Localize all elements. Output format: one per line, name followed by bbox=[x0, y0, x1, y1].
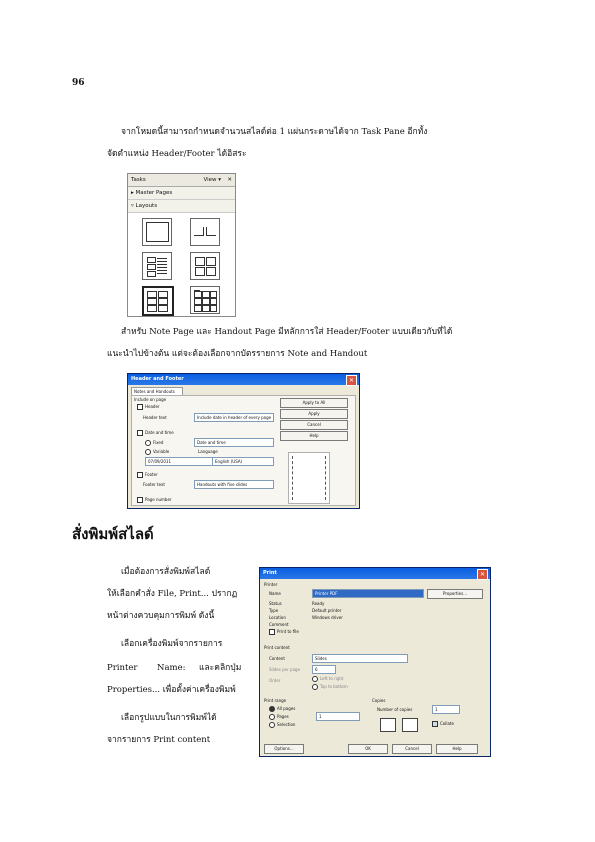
layouts-section[interactable] bbox=[128, 200, 235, 213]
variable-radio[interactable] bbox=[145, 449, 169, 455]
ok-button[interactable]: OK bbox=[348, 744, 388, 754]
print-p3-line-1: เลือกรูปแบบในการพิมพ์ได้ bbox=[121, 713, 217, 723]
order-label: Order bbox=[269, 678, 281, 683]
order-h-label: Left to right bbox=[320, 676, 344, 681]
copies-input[interactable]: 1 bbox=[432, 705, 460, 714]
page-number-check-label: Page number bbox=[145, 497, 172, 502]
tasks-pane bbox=[127, 173, 236, 317]
layout-handout-6-selected[interactable] bbox=[142, 286, 174, 316]
paragraph-1-line-1: จากโหมดนี้สามารถกำหนดจำนวนสไลด์ต่อ 1 แผ่นกระดาษได้จาก Task Pane อีกทั้ง bbox=[121, 127, 428, 137]
checkbox-icon bbox=[269, 629, 275, 635]
checkbox-icon bbox=[137, 497, 143, 503]
tab-notes-handouts[interactable]: Notes and Handouts bbox=[131, 387, 183, 395]
layout-title-slide[interactable] bbox=[142, 218, 172, 246]
slides-per-page-label: Slides per page bbox=[269, 667, 301, 672]
layout-handout-3[interactable] bbox=[142, 252, 172, 280]
order-v-label: Top to bottom bbox=[320, 684, 348, 689]
fixed-label: Fixed bbox=[153, 440, 164, 445]
date-format-select[interactable]: 07/09/2011 bbox=[145, 457, 213, 466]
close-icon[interactable]: ✕ bbox=[227, 177, 232, 183]
print-p2-line-1: เลือกเครื่องพิมพ์จากรายการ bbox=[121, 639, 223, 649]
selection-label: Selection bbox=[277, 722, 296, 727]
footer-text-label: Footer text bbox=[143, 482, 165, 487]
help-button[interactable]: Help bbox=[280, 431, 348, 441]
radio-icon bbox=[312, 676, 318, 682]
footer-text-input[interactable]: Handouts with five slides bbox=[194, 480, 274, 489]
layout-handout-4[interactable] bbox=[190, 252, 220, 280]
variable-label: Variable bbox=[153, 449, 170, 454]
radio-icon bbox=[145, 449, 151, 455]
datetime-checkbox[interactable] bbox=[137, 430, 174, 436]
footer-check-label: Footer bbox=[145, 472, 158, 477]
header-checkbox[interactable] bbox=[137, 404, 160, 410]
page-number-checkbox[interactable] bbox=[137, 497, 172, 503]
collate-pages-icon bbox=[380, 718, 396, 732]
print-to-file-checkbox[interactable] bbox=[269, 629, 299, 635]
paragraph-2-line-2: แนะนำไปข้างต้น แต่จะต้องเลือกจากบัตรรายการ Note and Handout bbox=[107, 349, 368, 359]
layout-handout-9[interactable] bbox=[190, 286, 220, 314]
checkbox-icon bbox=[137, 472, 143, 478]
printer-group-label: Printer bbox=[264, 582, 278, 587]
tasks-pane-header bbox=[128, 174, 235, 187]
dialog-title: Header and Footer bbox=[131, 376, 184, 382]
print-p1-line-2: ให้เลือกคำสั่ง File, Print... ปรากฏ bbox=[107, 589, 238, 599]
print-dialog-title: Print bbox=[263, 570, 277, 576]
print-p1-line-1: เมื่อต้องการสั่งพิมพ์สไลด์ bbox=[121, 567, 211, 577]
dialog-title-bar bbox=[128, 374, 359, 385]
header-text-label: Header text bbox=[143, 415, 167, 420]
radio-icon bbox=[269, 706, 275, 712]
printer-name-select[interactable]: Printer PDF bbox=[312, 589, 424, 598]
header-footer-dialog bbox=[127, 373, 360, 509]
pages-label: Pages bbox=[277, 714, 289, 719]
datetime-check-label: Date and time bbox=[145, 430, 174, 435]
location-label: Location bbox=[269, 615, 286, 620]
apply-button[interactable]: Apply bbox=[280, 409, 348, 419]
chevron-right-icon: ▸ bbox=[131, 190, 136, 196]
header-text-input[interactable]: Include date in header of every page bbox=[194, 413, 274, 422]
status-value: Ready bbox=[312, 601, 325, 606]
properties-button[interactable]: Properties... bbox=[427, 589, 483, 599]
include-label: Include on page bbox=[134, 397, 167, 402]
print-p2-line-3: Properties... เพื่อตั้งค่าเครื่องพิมพ์ bbox=[107, 685, 236, 695]
tasks-pane-title: Tasks bbox=[131, 177, 146, 183]
layout-two-column[interactable] bbox=[190, 218, 220, 246]
order-horizontal-radio[interactable] bbox=[312, 676, 343, 682]
location-value: Windows driver bbox=[312, 615, 343, 620]
all-pages-radio[interactable] bbox=[269, 706, 295, 712]
print-p3-line-2: จากรายการ Print content bbox=[107, 735, 211, 745]
radio-icon bbox=[269, 714, 275, 720]
content-label: Content bbox=[269, 656, 285, 661]
fixed-date-input[interactable]: Date and time bbox=[194, 438, 274, 447]
checkbox-icon bbox=[432, 721, 438, 727]
help-button[interactable]: Help bbox=[436, 744, 478, 754]
radio-icon bbox=[145, 440, 151, 446]
collate-pages-icon bbox=[402, 718, 418, 732]
status-label: Status bbox=[269, 601, 282, 606]
language-select[interactable]: English (USA) bbox=[212, 457, 274, 466]
comment-label: Comment bbox=[269, 622, 289, 627]
page-number: 96 bbox=[72, 78, 85, 88]
copies-label: Number of copies bbox=[377, 707, 413, 712]
radio-icon bbox=[269, 722, 275, 728]
apply-all-button[interactable]: Apply to All bbox=[280, 398, 348, 408]
chevron-down-icon: ▿ bbox=[131, 203, 136, 209]
header-check-label: Header bbox=[145, 404, 160, 409]
language-label: Language bbox=[198, 449, 218, 454]
order-vertical-radio[interactable] bbox=[312, 684, 348, 690]
content-select[interactable]: Slides bbox=[312, 654, 408, 663]
page-preview bbox=[288, 452, 330, 504]
name-label: Name bbox=[269, 591, 281, 596]
copies-group-label: Copies bbox=[372, 698, 386, 703]
cancel-button[interactable]: Cancel bbox=[280, 420, 348, 430]
print-range-label: Print range bbox=[264, 698, 287, 703]
slides-per-page-select[interactable]: 6 bbox=[312, 665, 336, 674]
all-pages-label: All pages bbox=[277, 706, 296, 711]
selection-radio[interactable] bbox=[269, 722, 295, 728]
print-title-bar bbox=[260, 568, 490, 579]
collate-label: Collate bbox=[440, 721, 454, 726]
cancel-button[interactable]: Cancel bbox=[392, 744, 432, 754]
view-menu-button[interactable]: View ▾ bbox=[203, 177, 221, 183]
footer-checkbox[interactable] bbox=[137, 472, 158, 478]
options-button[interactable]: Options... bbox=[264, 744, 304, 754]
type-value: Default printer bbox=[312, 608, 342, 613]
paragraph-2-line-1: สำหรับ Note Page และ Handout Page มีหลักการใส่ Header/Footer แบบเดียวกับที่ได้ bbox=[121, 327, 453, 337]
checkbox-icon bbox=[137, 404, 143, 410]
type-label: Type bbox=[269, 608, 279, 613]
close-icon[interactable]: ✕ bbox=[477, 569, 488, 580]
print-p1-line-3: หน้าต่างควบคุมการพิมพ์ ดังนี้ bbox=[107, 611, 215, 621]
print-p2-line-2a: Printer bbox=[107, 663, 138, 673]
print-dialog bbox=[259, 567, 491, 757]
master-pages-section[interactable] bbox=[128, 187, 235, 200]
paragraph-1-line-2: จัดตำแหน่ง Header/Footer ได้อิสระ bbox=[107, 149, 247, 159]
radio-icon bbox=[312, 684, 318, 690]
collate-checkbox[interactable] bbox=[432, 721, 454, 727]
pages-input[interactable]: 1 bbox=[316, 712, 360, 721]
print-p2-line-2c: และคลิกปุ่ม bbox=[199, 663, 242, 673]
checkbox-icon bbox=[137, 430, 143, 436]
close-icon[interactable]: ✕ bbox=[346, 375, 357, 386]
print-p2-line-2b: Name: bbox=[157, 663, 186, 673]
master-pages-label: Master Pages bbox=[135, 190, 173, 196]
print-to-file-label: Print to file bbox=[277, 629, 299, 634]
layouts-label: Layouts bbox=[135, 203, 158, 209]
section-heading: สั่งพิมพ์สไลด์ bbox=[72, 525, 154, 543]
fixed-radio[interactable] bbox=[145, 440, 163, 446]
print-content-label: Print content bbox=[264, 645, 290, 650]
pages-radio[interactable] bbox=[269, 714, 289, 720]
